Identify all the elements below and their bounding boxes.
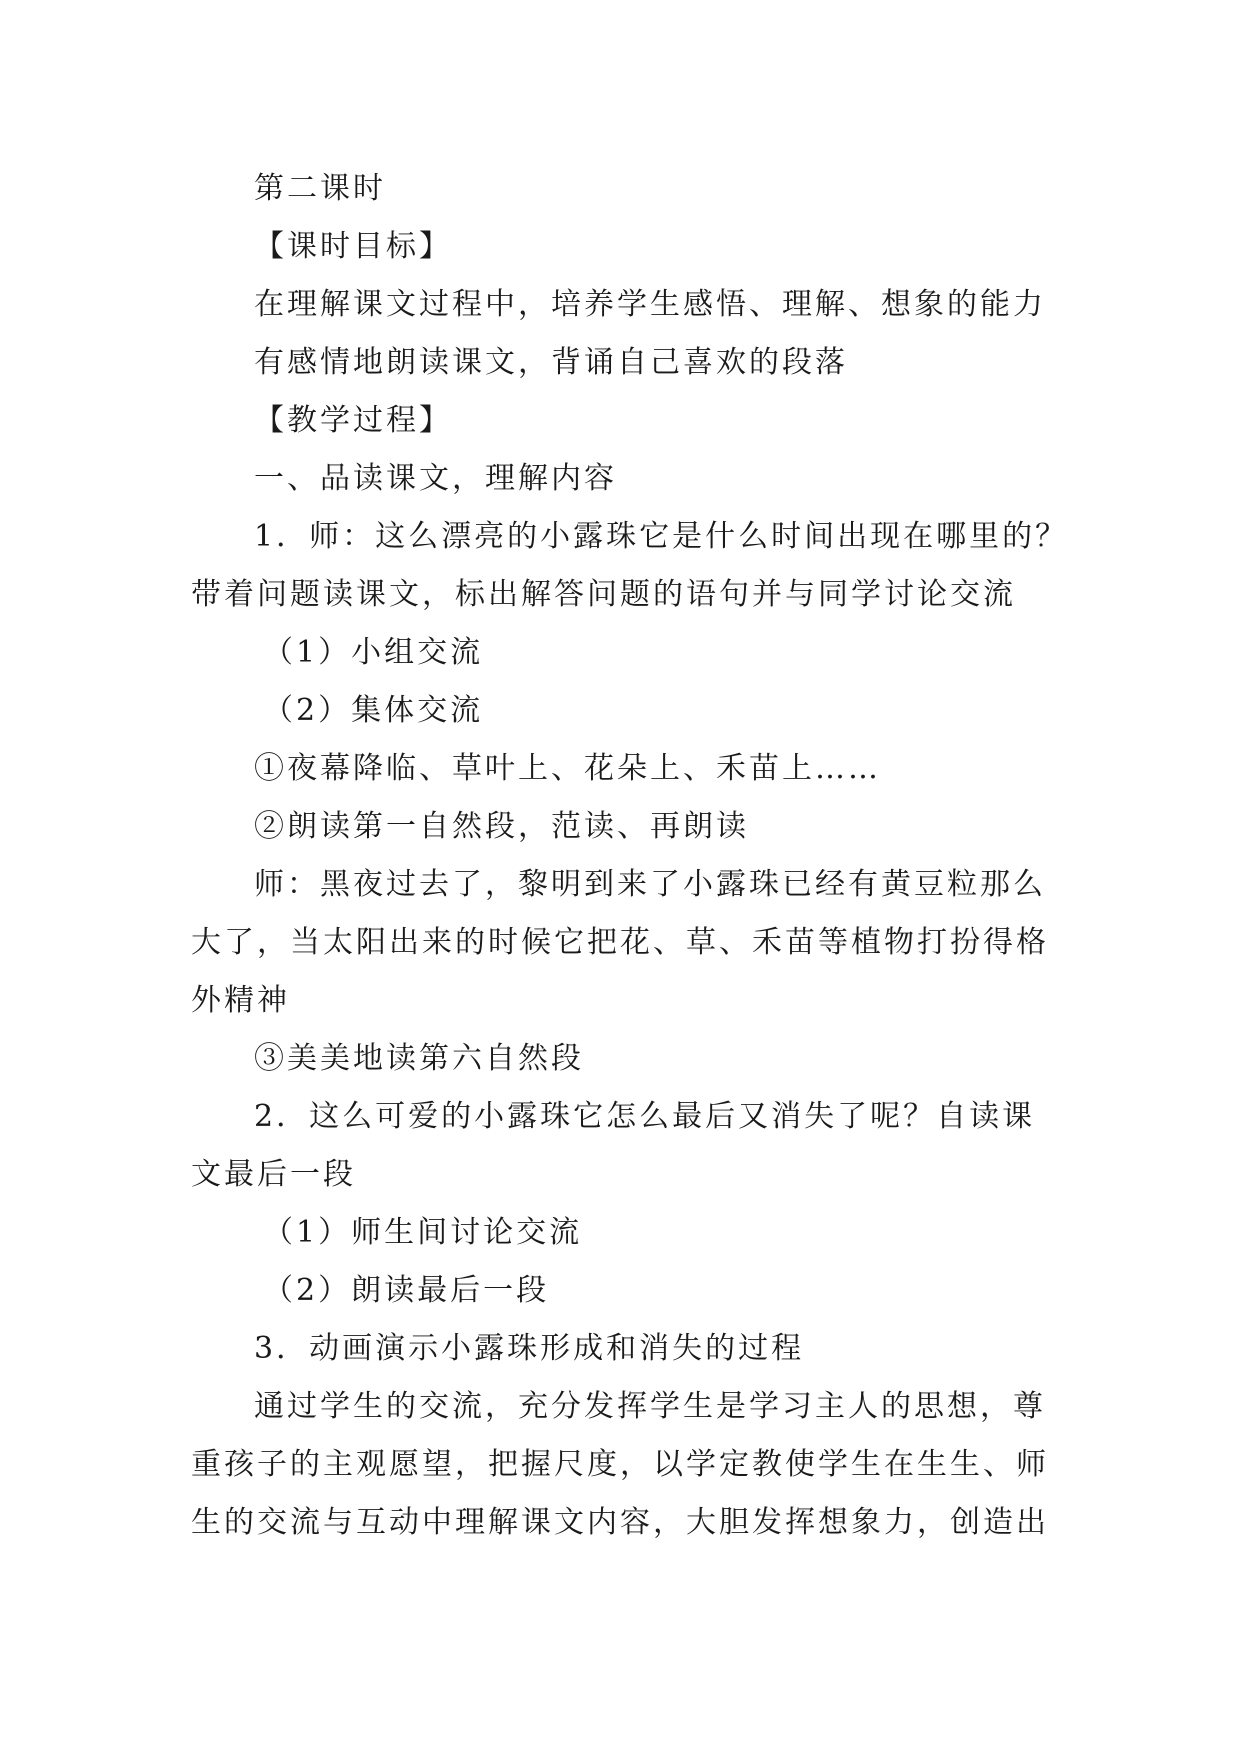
paragraph-line: 2．这么可爱的小露珠它怎么最后又消失了呢？自读课 (254, 1099, 1036, 1134)
point-item: ③美美地读第六自然段 (254, 1041, 584, 1076)
question-paragraph (191, 1088, 1071, 1204)
sub-item: （1）小组交流 (263, 635, 484, 670)
paragraph-line: 重孩子的主观愿望，把握尺度，以学定教使学生在生生、师 (191, 1447, 1049, 1482)
summary-paragraph (191, 1378, 1071, 1552)
point-item: ①夜幕降临、草叶上、花朵上、禾苗上…… (254, 751, 881, 786)
objective-item: 有感情地朗读课文，背诵自己喜欢的段落 (254, 345, 848, 380)
document-body (191, 160, 1071, 1552)
paragraph-line: 师：黑夜过去了，黎明到来了小露珠已经有黄豆粒那么 (254, 867, 1046, 902)
objective-item: 在理解课文过程中，培养学生感悟、理解、想象的能力 (254, 287, 1046, 322)
point-item: ②朗读第一自然段，范读、再朗读 (254, 809, 749, 844)
question-paragraph (191, 508, 1071, 624)
sub-item: （1）师生间讨论交流 (263, 1215, 583, 1250)
paragraph-line: 通过学生的交流，充分发挥学生是学习主人的思想，尊 (254, 1389, 1046, 1424)
paragraph-line: 文最后一段 (191, 1157, 356, 1192)
objectives-label: 【课时目标】 (254, 229, 452, 264)
paragraph-line: 1．师：这么漂亮的小露珠它是什么时间出现在哪里的？ (254, 519, 1069, 554)
paragraph-line: 大了，当太阳出来的时候它把花、草、禾苗等植物打扮得格 (191, 925, 1049, 960)
process-label: 【教学过程】 (254, 403, 452, 438)
sub-item: （2）朗读最后一段 (263, 1273, 550, 1308)
sub-item: （2）集体交流 (263, 693, 484, 728)
paragraph-line: 生的交流与互动中理解课文内容，大胆发挥想象力，创造出 (191, 1505, 1049, 1540)
paragraph-line: 外精神 (191, 983, 290, 1018)
section-heading: 一、品读课文，理解内容 (254, 461, 617, 496)
teacher-paragraph (191, 856, 1071, 1030)
lesson-heading: 第二课时 (254, 171, 386, 206)
paragraph-line: 带着问题读课文，标出解答问题的语句并与同学讨论交流 (191, 577, 1016, 612)
question-item: 3．动画演示小露珠形成和消失的过程 (254, 1331, 805, 1366)
